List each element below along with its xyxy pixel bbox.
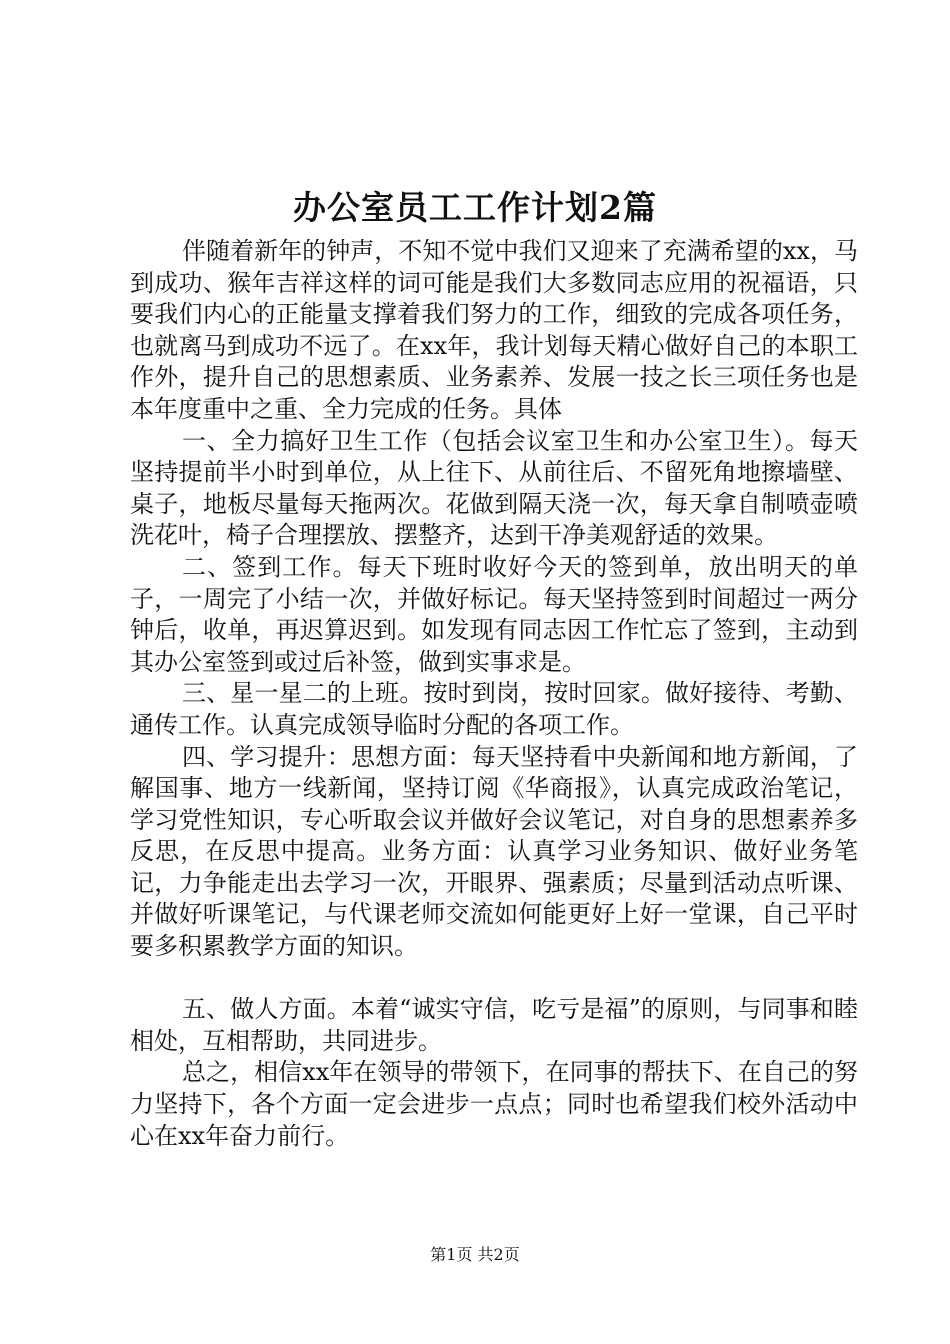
page-number-footer: 第1页 共2页	[430, 1245, 520, 1264]
paragraph-item-5-conduct: 五、做人方面。本着“诚实守信，吃亏是福”的原则，与同事和睦相处，互相帮助，共同进步。	[130, 995, 858, 1055]
paragraph-item-4-study: 四、学习提升：思想方面：每天坚持看中央新闻和地方新闻，了解国事、地方一线新闻，坚持订阅《华商报》，认真完成政治笔记，学习党性知识，专心听取会议并做好会议笔记，对自身的思想素养多反思，在反思中提高。业务方面：认真学习业务知识、做好业务笔记，力争能走出去学习一次，开眼界、强素质；尽量到活动点听课、并做好听课笔记，与代课老师交流如何能更好上好一堂课，自己平时要多积累教学方面的知识。	[130, 742, 858, 961]
paragraph-item-3-duty: 三、星一星二的上班。按时到岗，按时回家。做好接待、考勤、通传工作。认真完成领导临时分配的各项工作。	[130, 679, 858, 739]
paragraph-conclusion: 总之，相信xx年在领导的带领下，在同事的帮扶下、在自己的努力坚持下，各个方面一定会进步一点点；同时也希望我们校外活动中心在xx年奋力前行。	[130, 1058, 858, 1150]
paragraph-intro: 伴随着新年的钟声，不知不觉中我们又迎来了充满希望的xx，马到成功、猴年吉祥这样的词可能是我们大多数同志应用的祝福语，只要我们内心的正能量支撑着我们努力的工作，细致的完成各项任务，也就离马到成功不远了。在xx年，我计划每天精心做好自己的本职工作外，提升自己的思想素质、业务素养、发展一技之长三项任务也是本年度重中之重、全力完成的任务。具体	[130, 237, 858, 423]
paragraph-item-1-hygiene: 一、全力搞好卫生工作（包括会议室卫生和办公室卫生）。每天坚持提前半小时到单位，从上往下、从前往后、不留死角地擦墙壁、桌子，地板尽量每天拖两次。花做到隔天浇一次，每天拿自制喷壶喷洗花叶，椅子合理摆放、摆整齐，达到干净美观舒适的效果。	[130, 426, 858, 550]
document-title: 办公室员工工作计划2篇	[293, 188, 657, 227]
paragraph-item-2-sign-in: 二、签到工作。每天下班时收好今天的签到单，放出明天的单子，一周完了小结一次，并做好标记。每天坚持签到时间超过一两分钟后，收单，再迟算迟到。如发现有同志因工作忙忘了签到，主动到其办公室签到或过后补签，做到实事求是。	[130, 552, 858, 676]
document-body	[130, 236, 858, 1152]
